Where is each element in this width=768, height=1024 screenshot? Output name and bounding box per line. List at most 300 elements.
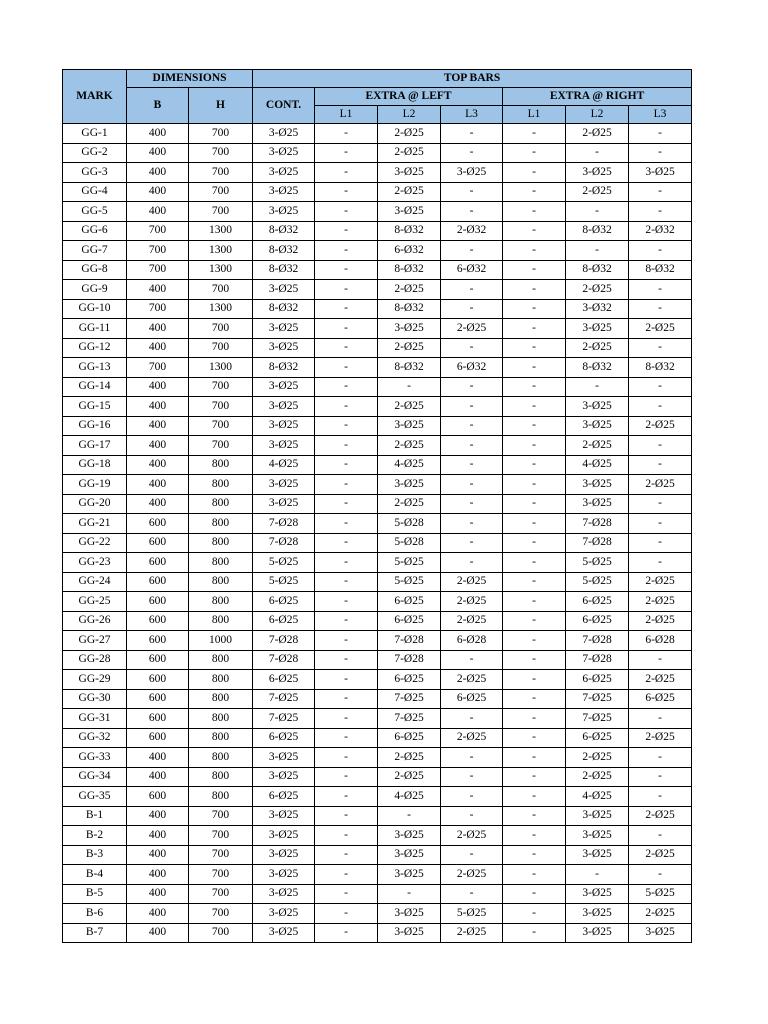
- h-cell: 700: [189, 845, 253, 865]
- right-l2-cell: 3-Ø25: [566, 494, 629, 514]
- table-row: [63, 319, 692, 339]
- h-cell: 1300: [189, 299, 253, 319]
- left-l2-cell: 7-Ø25: [378, 709, 441, 729]
- left-l1-cell: -: [315, 475, 378, 495]
- left-l1-cell: -: [315, 494, 378, 514]
- right-l2-cell: 6-Ø25: [566, 611, 629, 631]
- left-l3-cell: -: [441, 416, 503, 436]
- left-l3-cell: -: [441, 299, 503, 319]
- mark-cell: GG-14: [63, 377, 127, 397]
- b-cell: 400: [127, 163, 189, 183]
- b-cell: 700: [127, 241, 189, 261]
- h-cell: 1300: [189, 221, 253, 241]
- right-l3-cell: 2-Ø25: [629, 475, 692, 495]
- b-cell: 400: [127, 904, 189, 924]
- right-l3-cell: -: [629, 280, 692, 300]
- left-l1-cell: -: [315, 767, 378, 787]
- h-cell: 700: [189, 202, 253, 222]
- cont-cell: 5-Ø25: [253, 553, 315, 573]
- table-row: [63, 299, 692, 319]
- right-l1-cell: -: [503, 728, 566, 748]
- mark-cell: GG-25: [63, 592, 127, 612]
- b-cell: 700: [127, 221, 189, 241]
- b-cell: 400: [127, 475, 189, 495]
- left-l2-cell: 3-Ø25: [378, 904, 441, 924]
- cont-cell: 7-Ø25: [253, 689, 315, 709]
- mark-cell: GG-11: [63, 319, 127, 339]
- h-cell: 800: [189, 455, 253, 475]
- cont-cell: 8-Ø32: [253, 221, 315, 241]
- right-l1-cell: -: [503, 280, 566, 300]
- right-l3-cell: -: [629, 533, 692, 553]
- left-l1-cell: -: [315, 787, 378, 807]
- right-l3-cell: -: [629, 241, 692, 261]
- cont-cell: 3-Ø25: [253, 923, 315, 943]
- cont-cell: 3-Ø25: [253, 884, 315, 904]
- left-l3-cell: -: [441, 241, 503, 261]
- left-l3-cell: -: [441, 514, 503, 534]
- left-l1-cell: -: [315, 163, 378, 183]
- mark-cell: GG-6: [63, 221, 127, 241]
- left-l2-cell: 2-Ø25: [378, 280, 441, 300]
- mark-cell: GG-26: [63, 611, 127, 631]
- right-l1-cell: -: [503, 904, 566, 924]
- left-l1-cell: -: [315, 709, 378, 729]
- right-l1-cell: -: [503, 865, 566, 885]
- left-l2-cell: 2-Ø25: [378, 748, 441, 768]
- right-l3-cell: -: [629, 397, 692, 417]
- table-row: [63, 241, 692, 261]
- h-cell: 800: [189, 767, 253, 787]
- right-l3-cell: -: [629, 377, 692, 397]
- right-l1-cell: -: [503, 202, 566, 222]
- h-cell: 800: [189, 650, 253, 670]
- h-cell: 700: [189, 884, 253, 904]
- right-l1-cell: -: [503, 182, 566, 202]
- cont-cell: 3-Ø25: [253, 865, 315, 885]
- table-row: [63, 436, 692, 456]
- left-l2-cell: 8-Ø32: [378, 299, 441, 319]
- left-l2-cell: 6-Ø25: [378, 728, 441, 748]
- right-l2-cell: 2-Ø25: [566, 436, 629, 456]
- right-l2-cell: 2-Ø25: [566, 182, 629, 202]
- left-l3-cell: -: [441, 767, 503, 787]
- left-l3-cell: -: [441, 397, 503, 417]
- left-l2-cell: 6-Ø25: [378, 670, 441, 690]
- table-row: [63, 611, 692, 631]
- right-l2-cell: 5-Ø25: [566, 572, 629, 592]
- right-l1-cell: -: [503, 553, 566, 573]
- table-row: [63, 631, 692, 651]
- mark-cell: B-6: [63, 904, 127, 924]
- left-l3-cell: -: [441, 553, 503, 573]
- left-l1-cell: -: [315, 319, 378, 339]
- table-row: [63, 923, 692, 943]
- left-l1-cell: -: [315, 241, 378, 261]
- h-cell: 800: [189, 728, 253, 748]
- left-l1-cell: -: [315, 923, 378, 943]
- right-l3-cell: 2-Ø25: [629, 728, 692, 748]
- table-row: [63, 221, 692, 241]
- right-l2-cell: 8-Ø32: [566, 358, 629, 378]
- b-cell: 400: [127, 319, 189, 339]
- left-l3-cell: 2-Ø25: [441, 670, 503, 690]
- table-row: [63, 514, 692, 534]
- mark-cell: GG-2: [63, 143, 127, 163]
- left-l1-cell: -: [315, 514, 378, 534]
- left-l1-cell: -: [315, 338, 378, 358]
- cont-cell: 7-Ø28: [253, 650, 315, 670]
- right-l2-cell: -: [566, 241, 629, 261]
- table-row: [63, 748, 692, 768]
- cont-cell: 3-Ø25: [253, 845, 315, 865]
- b-cell: 400: [127, 845, 189, 865]
- left-l2-cell: 6-Ø25: [378, 611, 441, 631]
- cont-cell: 3-Ø25: [253, 826, 315, 846]
- left-l3-cell: -: [441, 494, 503, 514]
- cont-cell: 4-Ø25: [253, 455, 315, 475]
- b-cell: 600: [127, 631, 189, 651]
- right-l2-cell: 8-Ø32: [566, 221, 629, 241]
- right-l3-cell: 2-Ø25: [629, 845, 692, 865]
- cont-cell: 7-Ø25: [253, 709, 315, 729]
- right-l2-cell: 3-Ø25: [566, 923, 629, 943]
- cont-cell: 3-Ø25: [253, 436, 315, 456]
- left-l3-cell: 2-Ø25: [441, 319, 503, 339]
- mark-header: MARK: [63, 70, 127, 124]
- right-l3-cell: -: [629, 514, 692, 534]
- mark-cell: GG-27: [63, 631, 127, 651]
- table-row: [63, 163, 692, 183]
- right-l2-cell: 3-Ø25: [566, 397, 629, 417]
- mark-cell: GG-9: [63, 280, 127, 300]
- right-l2-cell: -: [566, 865, 629, 885]
- left-l3-cell: -: [441, 202, 503, 222]
- table-row: [63, 689, 692, 709]
- left-l3-cell: -: [441, 436, 503, 456]
- right-l1-cell: -: [503, 299, 566, 319]
- left-l2-cell: 2-Ø25: [378, 143, 441, 163]
- left-l2-cell: 3-Ø25: [378, 845, 441, 865]
- left-l3-cell: -: [441, 787, 503, 807]
- right-l1-cell: -: [503, 241, 566, 261]
- left-l2-cell: 3-Ø25: [378, 865, 441, 885]
- right-l2-cell: 3-Ø25: [566, 319, 629, 339]
- left-l3-cell: 6-Ø28: [441, 631, 503, 651]
- b-header: B: [127, 88, 189, 124]
- right-l1-cell: -: [503, 845, 566, 865]
- left-l1-cell: -: [315, 416, 378, 436]
- mark-cell: GG-17: [63, 436, 127, 456]
- right-l3-cell: 6-Ø28: [629, 631, 692, 651]
- right-l3-cell: -: [629, 767, 692, 787]
- cont-cell: 3-Ø25: [253, 377, 315, 397]
- left-l1-cell: -: [315, 377, 378, 397]
- left-l1-cell: -: [315, 884, 378, 904]
- cont-cell: 6-Ø25: [253, 787, 315, 807]
- left-l2-cell: 4-Ø25: [378, 787, 441, 807]
- left-l2-cell: 2-Ø25: [378, 397, 441, 417]
- mark-cell: GG-15: [63, 397, 127, 417]
- b-cell: 400: [127, 494, 189, 514]
- left-l1-cell: -: [315, 280, 378, 300]
- cont-cell: 3-Ø25: [253, 806, 315, 826]
- b-cell: 700: [127, 358, 189, 378]
- cont-cell: 3-Ø25: [253, 748, 315, 768]
- right-l3-cell: 6-Ø25: [629, 689, 692, 709]
- right-l3-cell: 3-Ø25: [629, 923, 692, 943]
- cont-cell: 3-Ø25: [253, 124, 315, 144]
- right-l1-cell: -: [503, 494, 566, 514]
- mark-cell: GG-12: [63, 338, 127, 358]
- right-l3-cell: -: [629, 748, 692, 768]
- h-cell: 700: [189, 182, 253, 202]
- cont-cell: 6-Ø25: [253, 611, 315, 631]
- b-cell: 600: [127, 611, 189, 631]
- h-cell: 800: [189, 787, 253, 807]
- right-l2-cell: 3-Ø32: [566, 299, 629, 319]
- h-cell: 1300: [189, 260, 253, 280]
- table-row: [63, 124, 692, 144]
- table-row: [63, 280, 692, 300]
- b-cell: 600: [127, 650, 189, 670]
- right-l3-cell: -: [629, 299, 692, 319]
- left-l3-cell: -: [441, 182, 503, 202]
- mark-cell: GG-33: [63, 748, 127, 768]
- right-l2-cell: 6-Ø25: [566, 592, 629, 612]
- mark-cell: GG-22: [63, 533, 127, 553]
- b-cell: 600: [127, 728, 189, 748]
- extra-right-header: EXTRA @ RIGHT: [503, 88, 692, 106]
- left-l2-cell: 6-Ø25: [378, 592, 441, 612]
- right-l2-cell: 7-Ø28: [566, 533, 629, 553]
- mark-cell: GG-31: [63, 709, 127, 729]
- h-cell: 800: [189, 494, 253, 514]
- h-cell: 1300: [189, 241, 253, 261]
- cont-cell: 8-Ø32: [253, 299, 315, 319]
- table-header: [63, 70, 692, 124]
- right-l3-cell: -: [629, 553, 692, 573]
- table-row: [63, 494, 692, 514]
- table-row: [63, 182, 692, 202]
- left-l3-cell: 6-Ø32: [441, 260, 503, 280]
- cont-cell: 6-Ø25: [253, 592, 315, 612]
- b-cell: 400: [127, 143, 189, 163]
- cont-cell: 6-Ø25: [253, 670, 315, 690]
- right-l1-cell: -: [503, 592, 566, 612]
- mark-cell: GG-32: [63, 728, 127, 748]
- left-l1-cell: -: [315, 299, 378, 319]
- left-l2-cell: 2-Ø25: [378, 338, 441, 358]
- right-l2-cell: 5-Ø25: [566, 553, 629, 573]
- left-l1-cell: -: [315, 826, 378, 846]
- h-cell: 700: [189, 319, 253, 339]
- cont-cell: 6-Ø25: [253, 728, 315, 748]
- b-cell: 400: [127, 767, 189, 787]
- right-l2-cell: 7-Ø28: [566, 631, 629, 651]
- right-l3-cell: -: [629, 826, 692, 846]
- right-l1-cell: -: [503, 650, 566, 670]
- right-l3-cell: 2-Ø32: [629, 221, 692, 241]
- h-cell: 800: [189, 709, 253, 729]
- h-cell: 1000: [189, 631, 253, 651]
- left-l1-cell: -: [315, 436, 378, 456]
- left-l3-cell: 2-Ø32: [441, 221, 503, 241]
- table-row: [63, 904, 692, 924]
- right-l3-cell: 2-Ø25: [629, 319, 692, 339]
- b-cell: 400: [127, 202, 189, 222]
- left-l2-cell: 8-Ø32: [378, 221, 441, 241]
- right-l1-cell: -: [503, 416, 566, 436]
- right-l2-cell: -: [566, 377, 629, 397]
- right-l2-cell: 3-Ø25: [566, 845, 629, 865]
- h-cell: 700: [189, 904, 253, 924]
- right-l1-cell: -: [503, 221, 566, 241]
- h-cell: 800: [189, 748, 253, 768]
- left-l3-header: L3: [441, 106, 503, 124]
- mark-cell: GG-1: [63, 124, 127, 144]
- mark-cell: B-2: [63, 826, 127, 846]
- right-l2-cell: 3-Ø25: [566, 475, 629, 495]
- cont-cell: 3-Ø25: [253, 182, 315, 202]
- b-cell: 400: [127, 338, 189, 358]
- right-l1-cell: -: [503, 611, 566, 631]
- table-row: [63, 475, 692, 495]
- mark-cell: B-4: [63, 865, 127, 885]
- b-cell: 600: [127, 572, 189, 592]
- right-l3-cell: 8-Ø32: [629, 260, 692, 280]
- right-l1-cell: -: [503, 806, 566, 826]
- right-l2-cell: 7-Ø25: [566, 689, 629, 709]
- b-cell: 400: [127, 923, 189, 943]
- right-l2-cell: 2-Ø25: [566, 338, 629, 358]
- right-l1-cell: -: [503, 572, 566, 592]
- left-l1-cell: -: [315, 455, 378, 475]
- right-l2-cell: 3-Ø25: [566, 416, 629, 436]
- right-l3-cell: -: [629, 455, 692, 475]
- left-l2-cell: 5-Ø25: [378, 572, 441, 592]
- mark-cell: GG-21: [63, 514, 127, 534]
- left-l2-cell: 3-Ø25: [378, 826, 441, 846]
- cont-cell: 7-Ø28: [253, 631, 315, 651]
- right-l1-cell: -: [503, 397, 566, 417]
- left-l3-cell: 2-Ø25: [441, 865, 503, 885]
- left-l3-cell: 2-Ø25: [441, 826, 503, 846]
- left-l3-cell: 5-Ø25: [441, 904, 503, 924]
- left-l2-cell: 5-Ø28: [378, 533, 441, 553]
- b-cell: 400: [127, 436, 189, 456]
- right-l1-cell: -: [503, 884, 566, 904]
- left-l1-cell: -: [315, 202, 378, 222]
- mark-cell: B-3: [63, 845, 127, 865]
- right-l2-cell: 8-Ø32: [566, 260, 629, 280]
- b-cell: 600: [127, 533, 189, 553]
- left-l1-cell: -: [315, 748, 378, 768]
- right-l3-cell: -: [629, 436, 692, 456]
- right-l1-cell: -: [503, 143, 566, 163]
- left-l2-cell: 3-Ø25: [378, 475, 441, 495]
- table-row: [63, 377, 692, 397]
- left-l1-cell: -: [315, 728, 378, 748]
- right-l2-cell: 2-Ø25: [566, 124, 629, 144]
- cont-cell: 8-Ø32: [253, 260, 315, 280]
- left-l2-cell: 3-Ø25: [378, 163, 441, 183]
- mark-cell: GG-19: [63, 475, 127, 495]
- b-cell: 400: [127, 397, 189, 417]
- left-l2-cell: -: [378, 884, 441, 904]
- table-row: [63, 728, 692, 748]
- right-l1-cell: -: [503, 670, 566, 690]
- right-l1-cell: -: [503, 709, 566, 729]
- left-l2-cell: 3-Ø25: [378, 319, 441, 339]
- right-l3-cell: 3-Ø25: [629, 163, 692, 183]
- right-l3-cell: 2-Ø25: [629, 611, 692, 631]
- table-row: [63, 533, 692, 553]
- right-l2-cell: 4-Ø25: [566, 455, 629, 475]
- left-l1-cell: -: [315, 904, 378, 924]
- left-l2-cell: 3-Ø25: [378, 416, 441, 436]
- mark-cell: GG-24: [63, 572, 127, 592]
- left-l1-cell: -: [315, 358, 378, 378]
- left-l3-cell: 3-Ø25: [441, 163, 503, 183]
- left-l1-cell: -: [315, 865, 378, 885]
- cont-cell: 7-Ø28: [253, 514, 315, 534]
- right-l1-cell: -: [503, 689, 566, 709]
- h-cell: 700: [189, 806, 253, 826]
- left-l1-cell: -: [315, 650, 378, 670]
- left-l2-cell: 2-Ø25: [378, 182, 441, 202]
- cont-cell: 7-Ø28: [253, 533, 315, 553]
- h-cell: 800: [189, 553, 253, 573]
- table-row: [63, 553, 692, 573]
- h-cell: 800: [189, 533, 253, 553]
- table-row: [63, 397, 692, 417]
- left-l2-cell: 5-Ø28: [378, 514, 441, 534]
- dimensions-header: DIMENSIONS: [127, 70, 253, 88]
- h-cell: 700: [189, 416, 253, 436]
- left-l1-cell: -: [315, 611, 378, 631]
- b-cell: 600: [127, 514, 189, 534]
- cont-cell: 3-Ø25: [253, 338, 315, 358]
- right-l1-cell: -: [503, 319, 566, 339]
- mark-cell: GG-30: [63, 689, 127, 709]
- right-l3-cell: 2-Ø25: [629, 572, 692, 592]
- right-l1-cell: -: [503, 923, 566, 943]
- right-l3-cell: 2-Ø25: [629, 904, 692, 924]
- left-l3-cell: -: [441, 806, 503, 826]
- table-row: [63, 845, 692, 865]
- h-cell: 800: [189, 592, 253, 612]
- left-l1-cell: -: [315, 533, 378, 553]
- left-l2-cell: 3-Ø25: [378, 202, 441, 222]
- right-l2-cell: 7-Ø25: [566, 709, 629, 729]
- right-l1-cell: -: [503, 631, 566, 651]
- right-l1-cell: -: [503, 514, 566, 534]
- left-l3-cell: -: [441, 124, 503, 144]
- h-cell: 800: [189, 611, 253, 631]
- h-cell: 800: [189, 670, 253, 690]
- right-l2-cell: 3-Ø25: [566, 806, 629, 826]
- right-l3-cell: -: [629, 124, 692, 144]
- left-l3-cell: 6-Ø25: [441, 689, 503, 709]
- right-l3-cell: 2-Ø25: [629, 806, 692, 826]
- right-l1-cell: -: [503, 338, 566, 358]
- left-l1-cell: -: [315, 553, 378, 573]
- right-l2-cell: -: [566, 143, 629, 163]
- right-l3-cell: -: [629, 650, 692, 670]
- mark-cell: GG-4: [63, 182, 127, 202]
- table-row: [63, 787, 692, 807]
